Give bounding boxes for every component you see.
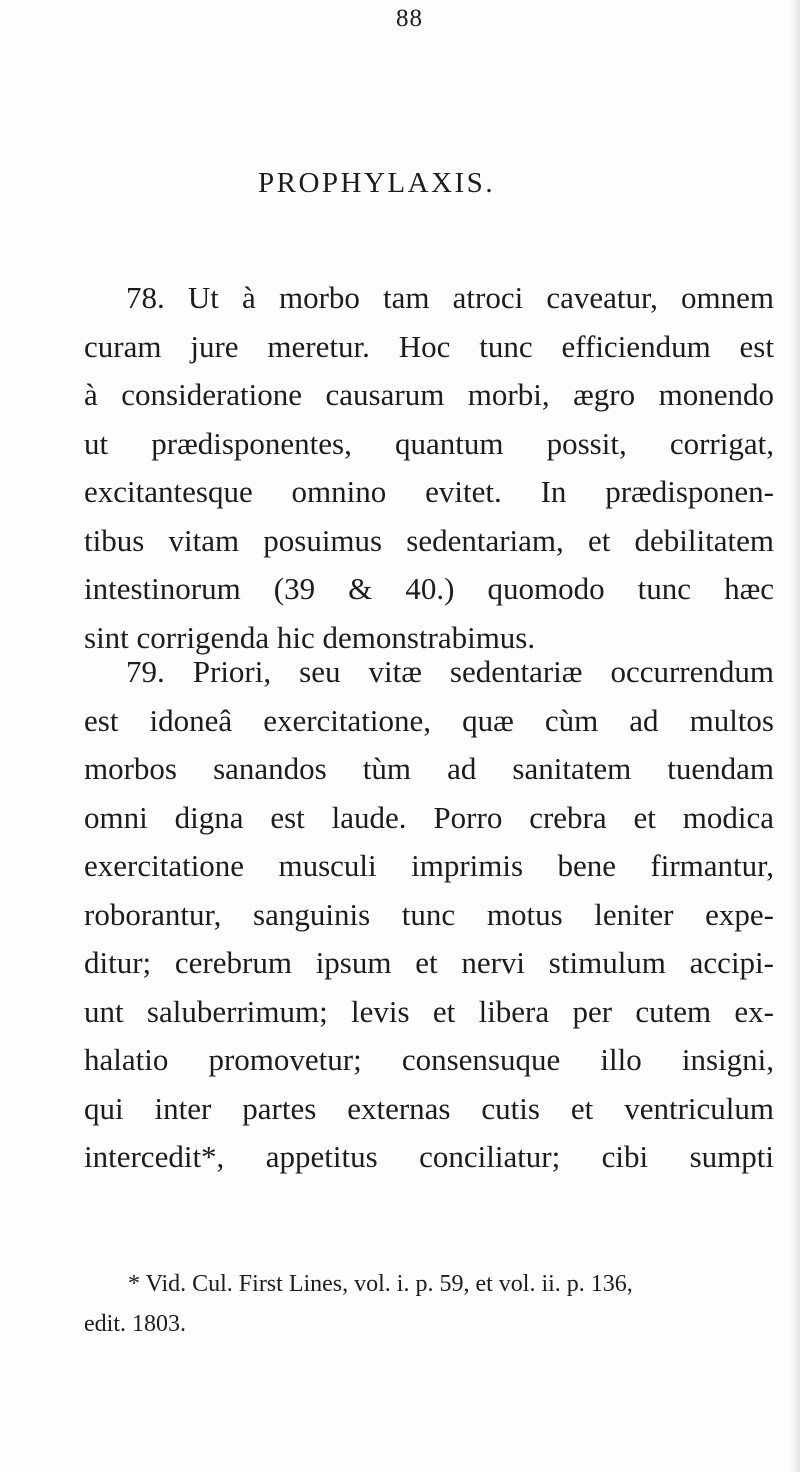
text-line: tibus vitam posuimus sedentariam, et debilitatem <box>84 522 774 558</box>
text-line: est idoneâ exercitatione, quæ cùm ad multos <box>84 702 774 738</box>
paragraph-79 <box>84 648 774 1182</box>
text-line: 79. Priori, seu vitæ sedentariæ occurrendum <box>126 654 774 689</box>
running-head: PROPHYLAXIS. <box>258 167 496 199</box>
paragraph-78 <box>84 274 774 662</box>
text-line: qui inter partes externas cutis et ventriculum <box>84 1090 774 1126</box>
text-line: halatio promovetur; consensuque illo insigni, <box>84 1042 774 1077</box>
footnote-line: edit. 1803. <box>84 1311 186 1337</box>
text-line: unt saluberrimum; levis et libera per cutem ex- <box>84 993 774 1029</box>
text-line: exercitatione musculi imprimis bene firmantur, <box>84 848 774 883</box>
text-line: morbos sanandos tùm ad sanitatem tuendam <box>84 751 774 786</box>
text-line: omni digna est laude. Porro crebra et modica <box>84 799 774 835</box>
page-edge-shadow <box>790 0 800 1472</box>
footnote <box>84 1264 784 1344</box>
text-line: curam jure meretur. Hoc tunc efficiendum est <box>84 328 774 364</box>
text-line: ut prædisponentes, quantum possit, corrigat, <box>84 425 774 461</box>
text-line: à consideratione causarum morbi, ægro monendo <box>84 377 774 412</box>
text-line: roborantur, sanguinis tunc motus leniter expe- <box>84 896 774 932</box>
text-line: intercedit*, appetitus conciliatur; cibi sumpti <box>84 1139 774 1174</box>
text-line: ditur; cerebrum ipsum et nervi stimulum accipi- <box>84 945 774 980</box>
text-line: excitantesque omnino evitet. In prædisponen- <box>84 474 774 509</box>
text-line: 78. Ut à morbo tam atroci caveatur, omnem <box>126 280 774 315</box>
text-line: intestinorum (39 & 40.) quomodo tunc hæc <box>84 571 774 606</box>
page-number: 88 <box>396 5 423 32</box>
text-line: sint corrigenda hic demonstrabimus. <box>84 619 536 655</box>
footnote-line: * Vid. Cul. First Lines, vol. i. p. 59, et vol. ii. p. 136, <box>128 1271 633 1297</box>
